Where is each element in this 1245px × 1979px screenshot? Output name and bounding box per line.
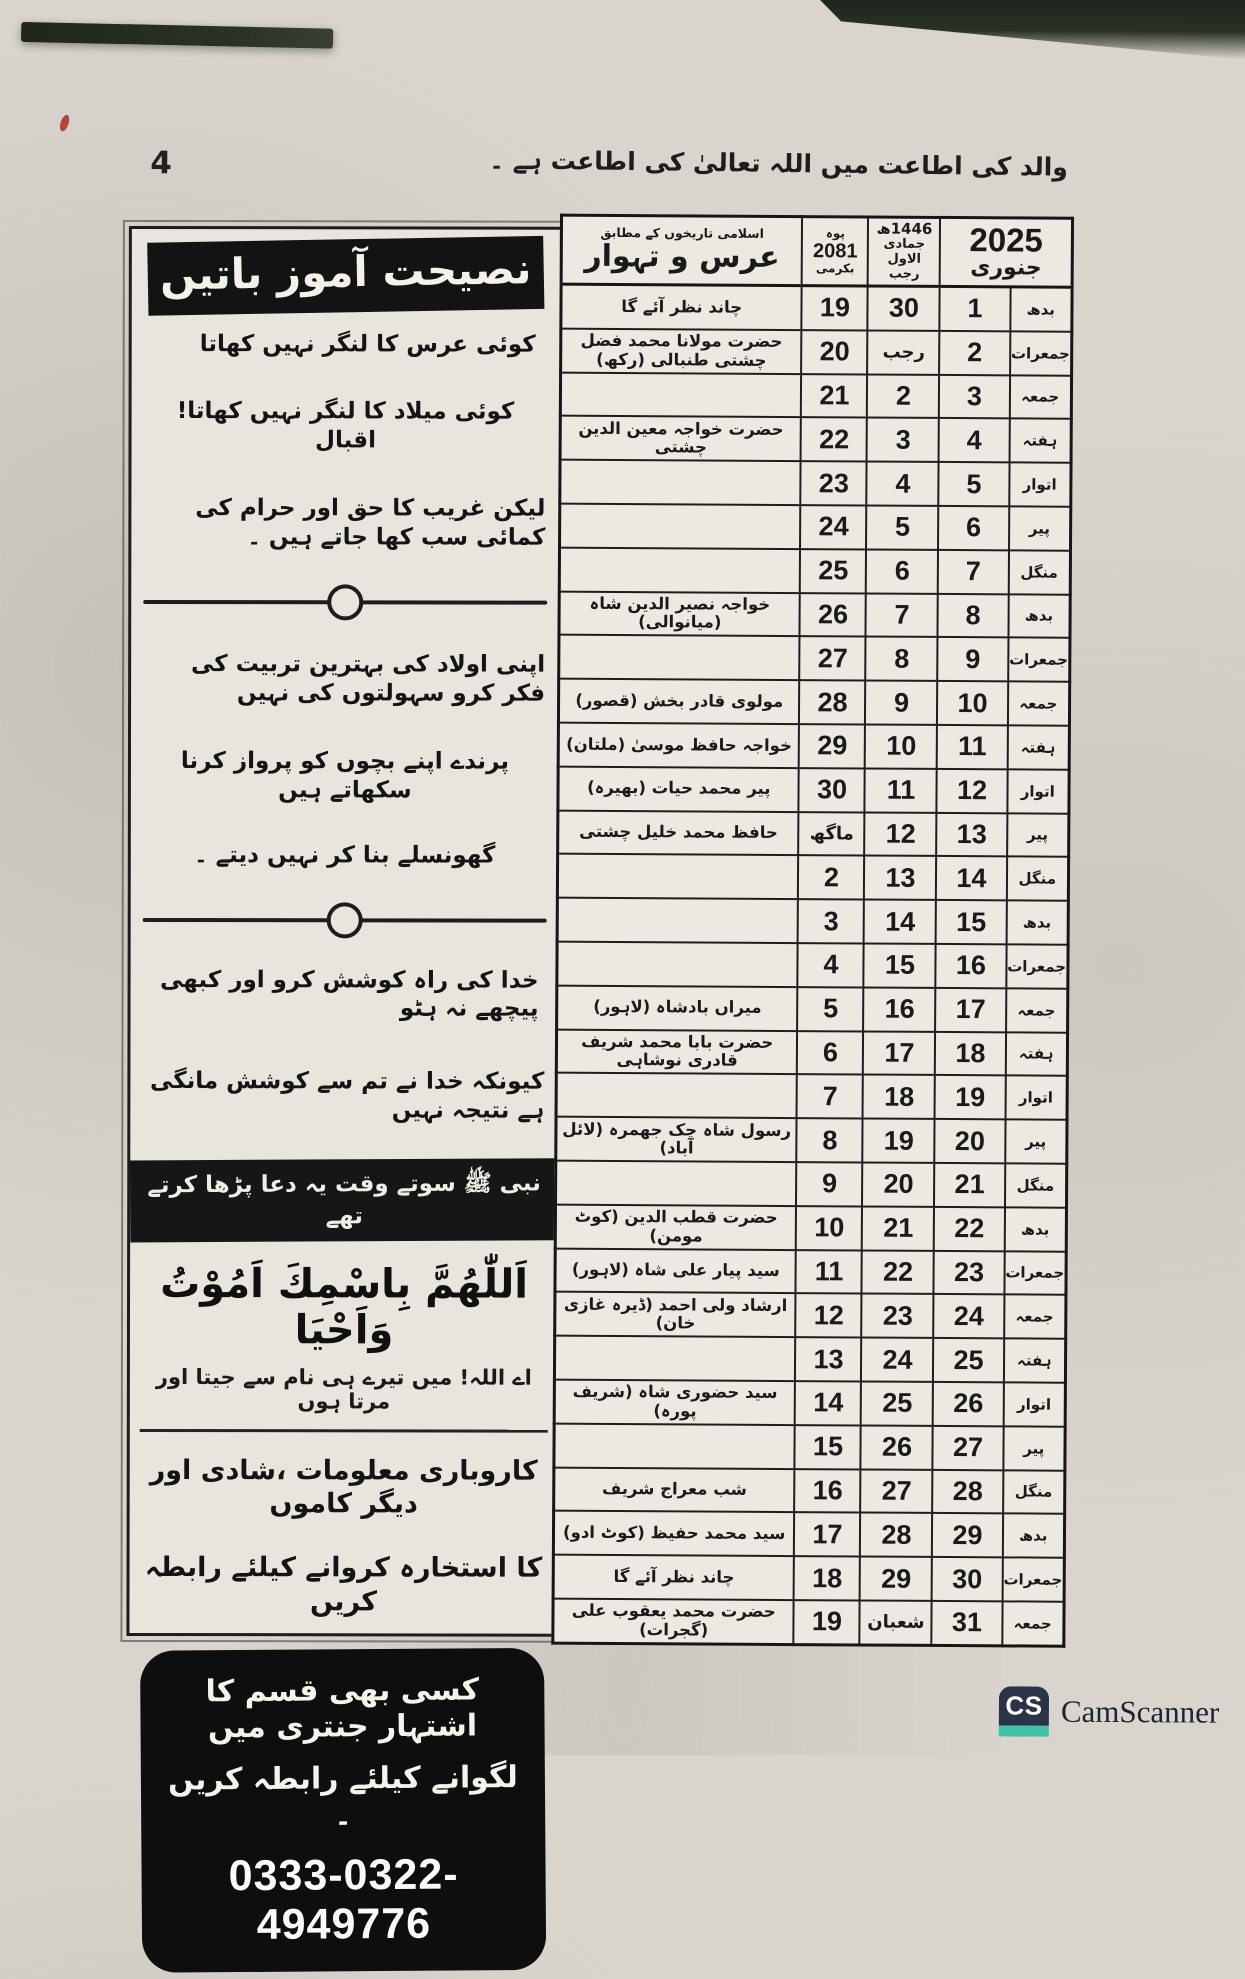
bikrami-date-cell: 11: [796, 1250, 862, 1294]
day-name-cell: جمعہ: [1002, 1601, 1064, 1646]
day-name-cell: اتوار: [1003, 1382, 1065, 1426]
day-name-cell: بدھ: [1004, 1207, 1066, 1251]
gregorian-date-cell: 19: [935, 1075, 1005, 1119]
gregorian-date-cell: 28: [933, 1469, 1003, 1513]
gregorian-date-cell: 15: [936, 900, 1006, 944]
calendar-row: [556, 1117, 1067, 1164]
camscanner-watermark: [999, 1686, 1220, 1737]
bikrami-date-cell: 6: [797, 1031, 863, 1075]
urs-event-cell: [559, 547, 800, 592]
bikrami-date-cell: 20: [802, 330, 868, 374]
calendar-row: [554, 1380, 1065, 1427]
advice-line: کیونکہ خدا نے تم سے کوشش مانگی ہے نتیجہ نہیں: [149, 1067, 545, 1124]
calendar-row: [559, 547, 1070, 594]
urs-event-cell: سید حضوری شاہ (شریف پورہ): [554, 1380, 795, 1425]
events-column-header: [561, 215, 802, 285]
divider-line: [361, 918, 547, 922]
gregorian-date-cell: 9: [938, 637, 1008, 681]
calendar-row: [555, 1292, 1066, 1339]
calendar-row: [554, 1336, 1065, 1383]
gregorian-date-cell: 29: [932, 1513, 1002, 1557]
gregorian-date-cell: 17: [936, 988, 1006, 1032]
hijri-date-cell: 7: [866, 593, 938, 637]
day-name-cell: جمعہ: [1006, 988, 1068, 1032]
advert-contact-box: [140, 1647, 546, 1972]
gregorian-date-cell: 26: [933, 1382, 1003, 1426]
rule-divider: [140, 1428, 548, 1432]
gregorian-date-cell: 10: [937, 681, 1007, 725]
day-name-cell: اتوار: [1005, 1076, 1067, 1120]
hijri-month-label: رجب: [888, 266, 920, 282]
urs-event-cell: حضرت خواجہ معین الدین چشتی: [560, 416, 801, 461]
bikrami-date-cell: 15: [795, 1425, 861, 1469]
gregorian-date-cell: 5: [939, 462, 1009, 506]
scan-artifact-top-left: [21, 22, 333, 49]
day-name-cell: پیر: [1003, 1426, 1065, 1470]
bikrami-date-cell: 17: [794, 1512, 860, 1556]
urs-event-cell: [556, 1161, 797, 1206]
calendar-row: [558, 766, 1069, 813]
camscanner-wordmark: CamScanner: [1060, 1693, 1220, 1730]
day-name-cell: جمعہ: [1004, 1295, 1066, 1339]
hijri-date-cell: 16: [864, 987, 936, 1031]
calendar-row: [554, 1467, 1065, 1514]
urs-event-cell: چاند نظر آئے گا: [553, 1555, 794, 1600]
advice-panel-title: نصیحت آموز باتیں: [147, 236, 544, 316]
camscanner-logo-letters: CS: [1005, 1690, 1043, 1721]
gregorian-date-cell: 20: [935, 1119, 1005, 1163]
divider-line: [143, 600, 329, 604]
hijri-date-cell: 4: [867, 462, 939, 506]
day-name-cell: پیر: [1005, 1119, 1067, 1163]
bikrami-date-cell: 19: [802, 286, 868, 331]
day-name-cell: ہفتہ: [1009, 419, 1071, 463]
scan-speck: [58, 114, 71, 133]
hijri-date-cell: 12: [865, 812, 937, 856]
gregorian-date-cell: 23: [934, 1250, 1004, 1294]
gregorian-date-cell: 3: [939, 375, 1009, 419]
day-name-cell: بدھ: [1006, 901, 1068, 945]
urs-event-cell: خواجہ نصیر الدین شاہ (میانوالی): [559, 591, 800, 636]
calendar-row: [557, 854, 1068, 901]
gregorian-date-cell: 30: [932, 1557, 1002, 1601]
bikrami-date-cell: 8: [797, 1118, 863, 1162]
advice-line: لیکن غریب کا حق اور حرام کی کمائی سب کھا جاتے ہیں ۔: [195, 495, 546, 551]
hijri-date-cell: 22: [862, 1250, 934, 1294]
day-name-cell: جمعرات: [1006, 944, 1068, 988]
advice-line: کوئی میلاد کا لنگر نہیں کھاتا! اقبال: [176, 397, 515, 453]
calendar-row: [559, 591, 1070, 638]
urs-event-cell: [554, 1336, 795, 1381]
day-name-cell: جمعہ: [1009, 375, 1071, 419]
bikrami-month-label: پوہ: [825, 226, 845, 241]
day-name-cell: ہفتہ: [1003, 1338, 1065, 1382]
calendar-row: [557, 942, 1068, 989]
dua-arabic-text: اَللّٰهُمَّ بِاسْمِكَ اَمُوْتُ وَاَحْيَا: [160, 1260, 529, 1353]
advice-line: پرندے اپنے بچوں کو پرواز کرنا سکھاتے ہیں: [180, 748, 510, 804]
day-name-cell: ہفتہ: [1005, 1032, 1067, 1076]
day-name-cell: جمعرات: [1008, 638, 1070, 682]
urs-event-cell: [560, 372, 801, 417]
gregorian-date-cell: 16: [936, 944, 1006, 988]
month-label: جنوری: [970, 255, 1042, 281]
calendar-row: [560, 504, 1071, 551]
bikrami-year-label: 2081: [812, 240, 858, 263]
bikrami-date-cell: 2: [798, 855, 864, 899]
day-name-cell: بدھ: [1010, 287, 1072, 332]
hijri-year-label: 1446ھ: [876, 219, 933, 238]
urs-event-cell: حضرت بابا محمد شریف قادری نوشاہی: [556, 1029, 797, 1074]
calendar-row: [559, 635, 1070, 682]
gregorian-date-cell: 21: [934, 1163, 1004, 1207]
urs-event-cell: ارشاد ولی احمد (ڈیرہ غازی خان): [555, 1292, 796, 1337]
day-name-cell: منگل: [1008, 550, 1070, 594]
istikhara-ad-line: کاروباری معلومات ،شادی اور دیگر کاموں: [149, 1454, 538, 1520]
calendar-row: [558, 679, 1069, 726]
calendar-row: [558, 810, 1069, 857]
hijri-date-cell: 27: [861, 1469, 933, 1513]
advice-line: خدا کی راہ کوشش کرو اور کبھی پیچھے نہ ہٹو: [159, 966, 539, 1022]
bikrami-date-cell: 25: [800, 549, 866, 593]
camscanner-logo-icon: [999, 1686, 1049, 1736]
hijri-date-cell: 19: [863, 1119, 935, 1163]
day-name-cell: منگل: [1003, 1470, 1065, 1514]
calendar-row: [560, 416, 1071, 463]
advice-line: کوئی عرس کا لنگر نہیں کھاتا: [199, 331, 536, 358]
calendar-row: [555, 1204, 1066, 1251]
gregorian-date-cell: 24: [934, 1294, 1004, 1338]
urs-event-cell: سید پیار علی شاہ (لاہور): [555, 1248, 796, 1293]
camscanner-logo-teal-bar: [999, 1725, 1049, 1736]
day-name-cell: جمعرات: [1004, 1251, 1066, 1295]
urs-event-cell: شب معراج شریف: [554, 1467, 795, 1512]
urs-event-cell: [559, 635, 800, 680]
hijri-date-cell: 14: [864, 900, 936, 944]
page-number: 4: [150, 145, 173, 182]
calendar-header-row: [561, 215, 1072, 287]
bikrami-date-cell: 24: [800, 505, 866, 549]
events-header-title: عرس و تہوار: [584, 238, 780, 275]
calendar-row: [557, 985, 1068, 1032]
advert-line: کسی بھی قسم کا اشتہار جنتری میں: [205, 1671, 480, 1745]
day-name-cell: منگل: [1004, 1163, 1066, 1207]
day-name-cell: اتوار: [1009, 463, 1071, 507]
day-name-cell: منگل: [1006, 857, 1068, 901]
bikrami-date-cell: 5: [798, 987, 864, 1031]
hijri-date-cell: 10: [865, 724, 937, 768]
bikrami-date-cell: 23: [801, 461, 867, 505]
hijri-date-cell: 15: [864, 943, 936, 987]
gregorian-date-cell: 1: [940, 286, 1010, 331]
urs-event-cell: حضرت مولانا محمد فضل چشتی طنبالی (رکھ): [561, 328, 802, 373]
gregorian-date-cell: 27: [933, 1426, 1003, 1470]
advert-line: لگوانے کیلئے رابطہ کریں ۔: [167, 1759, 518, 1832]
page-top-quote: والد کی اطاعت میں اللہ تعالیٰ کی اطاعت ہے ۔: [489, 145, 1069, 182]
bikrami-column-header: [802, 217, 868, 286]
bikrami-date-cell: 21: [801, 374, 867, 418]
gregorian-date-cell: 22: [934, 1207, 1004, 1251]
hijri-date-cell: 24: [861, 1338, 933, 1382]
urs-event-cell: میراں بادشاہ (لاہور): [557, 985, 798, 1030]
calendar-row: [553, 1555, 1064, 1602]
gregorian-date-cell: 6: [938, 506, 1008, 550]
bikrami-date-cell: 13: [795, 1337, 861, 1381]
section-divider: [143, 584, 547, 621]
bikrami-date-cell: ماگھ: [799, 812, 865, 856]
hijri-column-header: [868, 217, 940, 286]
calendar-row: [561, 284, 1072, 331]
bikrami-date-cell: 27: [800, 636, 866, 680]
calendar-row: [554, 1423, 1065, 1470]
hijri-date-cell: 2: [867, 374, 939, 418]
calendar-row: [553, 1599, 1064, 1646]
bikrami-date-cell: 28: [799, 680, 865, 724]
hijri-date-cell: 13: [864, 856, 936, 900]
divider-circle: [327, 584, 363, 620]
hijri-date-cell: 26: [861, 1425, 933, 1469]
day-name-cell: بدھ: [1002, 1514, 1064, 1558]
bikrami-date-cell: 16: [795, 1469, 861, 1513]
hijri-date-cell: 18: [863, 1075, 935, 1119]
urs-event-cell: [554, 1423, 795, 1468]
day-name-cell: جمعہ: [1007, 682, 1069, 726]
bikrami-date-cell: 9: [796, 1162, 862, 1206]
advice-line: گھونسلے بنا کر نہیں دیتے ۔: [194, 841, 496, 869]
hijri-date-cell: 25: [861, 1381, 933, 1425]
bikrami-date-cell: 12: [796, 1293, 862, 1337]
urs-event-cell: پیر محمد حیات (بھیرہ): [558, 766, 799, 811]
urs-event-cell: [557, 898, 798, 943]
divider-line: [361, 600, 547, 604]
urs-event-cell: مولوی قادر بخش (قصور): [558, 679, 799, 724]
gregorian-date-cell: 13: [937, 812, 1007, 856]
urs-event-cell: حضرت قطب الدین (کوٹ مومن): [555, 1204, 796, 1249]
advice-panel: [126, 226, 562, 1949]
bikrami-date-cell: 22: [801, 417, 867, 461]
gregorian-date-cell: 25: [933, 1338, 1003, 1382]
day-name-cell: جمعرات: [1002, 1557, 1064, 1601]
gregorian-date-cell: 31: [932, 1601, 1002, 1646]
urs-event-cell: خواجہ حافظ موسیٰ (ملتان): [558, 723, 799, 768]
bikrami-era-label: بکرمی: [815, 261, 855, 276]
divider-line: [143, 917, 329, 921]
urs-event-cell: چاند نظر آئے گا: [561, 284, 802, 330]
urs-event-cell: [557, 854, 798, 899]
hijri-date-cell: رجب: [868, 330, 940, 374]
calendar-row: [556, 1161, 1067, 1208]
hijri-date-cell: 6: [866, 549, 938, 593]
day-name-cell: پیر: [1007, 813, 1069, 857]
day-name-cell: ہفتہ: [1007, 725, 1069, 769]
calendar-body: [553, 284, 1072, 1646]
istikhara-ad-line: کا استخارہ کروانے کیلئے رابطہ کریں: [144, 1551, 543, 1618]
contact-phone-number: 0333-0322-4949776: [228, 1850, 459, 1949]
bikrami-date-cell: 10: [796, 1206, 862, 1250]
calendar-row: [556, 1073, 1067, 1120]
gregorian-date-cell: 12: [937, 769, 1007, 813]
gregorian-date-cell: 18: [935, 1031, 1005, 1075]
gregorian-date-cell: 14: [936, 856, 1006, 900]
hijri-date-cell: شعبان: [860, 1600, 932, 1645]
hijri-date-cell: 29: [860, 1557, 932, 1601]
section-divider: [143, 901, 547, 938]
day-name-cell: جمعرات: [1010, 331, 1072, 375]
calendar-row: [560, 460, 1071, 507]
day-name-cell: اتوار: [1007, 769, 1069, 813]
calendar-row: [558, 723, 1069, 770]
hijri-month-label: جمادی الاول: [883, 236, 926, 267]
scan-artifact-top-right: [815, 0, 1245, 60]
events-header-subtitle: اسلامی تاریخوں کے مطابق: [600, 224, 764, 241]
calendar-row: [556, 1029, 1067, 1076]
bikrami-date-cell: 19: [794, 1600, 860, 1645]
hijri-date-cell: 3: [867, 418, 939, 462]
hijri-date-cell: 23: [862, 1294, 934, 1338]
gregorian-date-cell: 4: [939, 418, 1009, 462]
hijri-date-cell: 30: [868, 286, 940, 331]
urs-event-cell: [557, 942, 798, 987]
hijri-date-cell: 5: [866, 505, 938, 549]
urs-event-cell: سید محمد حفیظ (کوٹ ادو): [553, 1511, 794, 1556]
hijri-date-cell: 11: [865, 768, 937, 812]
gregorian-date-cell: 11: [937, 725, 1007, 769]
urs-event-cell: رسول شاہ چک جھمرہ (لائل آباد): [556, 1117, 797, 1162]
urs-event-cell: حافظ محمد خلیل چشتی: [558, 810, 799, 855]
month-year-header: [940, 217, 1072, 287]
dua-translation: اے اللہ! میں تیرے ہی نام سے جیتا اور مرتا ہوں: [155, 1364, 532, 1413]
calendar-row: [561, 328, 1072, 375]
urs-event-cell: حضرت محمد یعقوب علی (گجرات): [553, 1599, 794, 1645]
bikrami-date-cell: 4: [798, 943, 864, 987]
divider-circle: [327, 902, 363, 938]
calendar-row: [553, 1511, 1064, 1558]
bikrami-date-cell: 29: [799, 724, 865, 768]
hijri-date-cell: 17: [863, 1031, 935, 1075]
hijri-date-cell: 28: [860, 1513, 932, 1557]
bikrami-date-cell: 18: [794, 1556, 860, 1600]
calendar-row: [560, 372, 1071, 419]
urs-event-cell: [560, 460, 801, 505]
hijri-date-cell: 20: [862, 1162, 934, 1206]
urs-event-cell: [560, 504, 801, 549]
bikrami-date-cell: 7: [797, 1074, 863, 1118]
bikrami-date-cell: 30: [799, 768, 865, 812]
day-name-cell: بدھ: [1008, 594, 1070, 638]
year-label: 2025: [969, 221, 1043, 259]
gregorian-date-cell: 2: [940, 331, 1010, 375]
bikrami-date-cell: 14: [795, 1381, 861, 1425]
bikrami-date-cell: 3: [798, 899, 864, 943]
calendar-row: [555, 1248, 1066, 1295]
hijri-date-cell: 8: [866, 637, 938, 681]
day-name-cell: پیر: [1009, 506, 1071, 550]
calendar-row: [557, 898, 1068, 945]
dua-header-bar: نبی ﷺ سوتے وقت یہ دعا پڑھا کرتے تھے: [130, 1158, 558, 1242]
bikrami-date-cell: 26: [800, 593, 866, 637]
urs-event-cell: [556, 1073, 797, 1118]
advice-line: اپنی اولاد کی بہترین تربیت کی فکر کرو سہولتوں کی نہیں: [191, 650, 546, 707]
hijri-date-cell: 21: [862, 1206, 934, 1250]
calendar-table: [551, 214, 1074, 1648]
gregorian-date-cell: 7: [938, 550, 1008, 594]
hijri-date-cell: 9: [865, 681, 937, 725]
gregorian-date-cell: 8: [938, 594, 1008, 638]
